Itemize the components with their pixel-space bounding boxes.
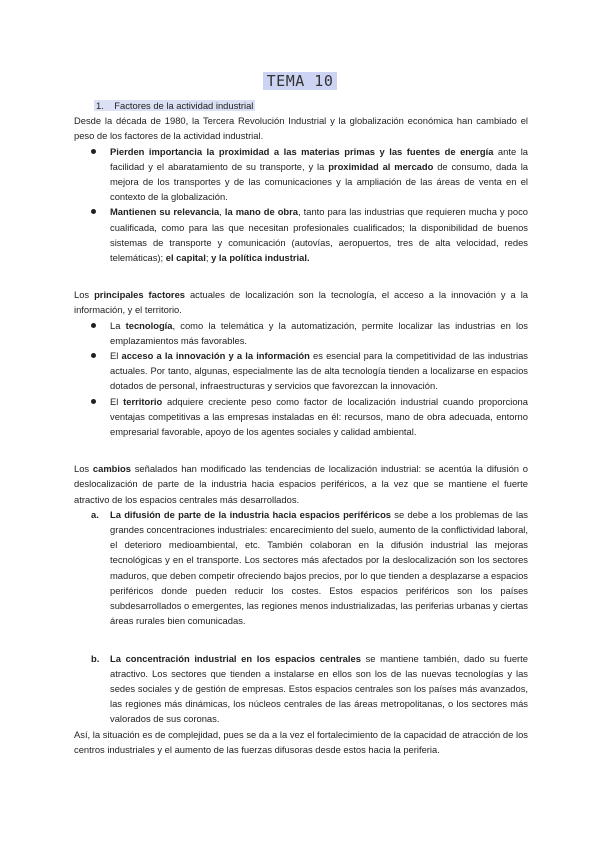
text: actuales de localización son la tecnología, el acceso a la innovación y a la información, y el territorio.	[74, 289, 528, 316]
bold-text: y la política industrial.	[211, 252, 310, 264]
section-heading	[94, 98, 528, 113]
text: ;	[205, 252, 212, 264]
page-title-wrap	[0, 74, 600, 90]
intro-paragraph: Desde la década de 1980, la Tercera Revolución Industrial y la globalización económica han cambiado el peso de los factores de la actividad industrial.	[74, 115, 528, 142]
bold-text: proximidad al mercado	[328, 160, 434, 172]
bold-text: Pierden importancia la proximidad a las materias primas y las fuentes de energía	[110, 145, 494, 157]
text: , tanto para las industrias que requieren mucha y poco cualificada, como para las que necesitan profesionales cualificados; la disponibilidad de buenos sistemas de transporte y comunicación (autovías, aeropuertos, tres de alta velocidad, redes telemáticas);	[110, 206, 528, 264]
bold-text: el capital	[165, 252, 206, 264]
importance-list	[74, 144, 528, 266]
spacer	[74, 439, 528, 461]
bold-text: La concentración industrial en los espacios centrales	[110, 652, 361, 664]
spacer	[74, 265, 528, 287]
list-item	[74, 318, 528, 348]
text: La	[110, 319, 126, 331]
text: , como la telemática y la automatización, permite localizar las industrias en los emplazamientos más favorables.	[110, 319, 528, 346]
changes-paragraph	[74, 461, 528, 507]
bold-text: La difusión de parte de la industria hacia espacios periféricos	[110, 508, 392, 520]
list-item	[74, 144, 528, 205]
text: ,	[219, 206, 225, 218]
bold-text: principales factores	[94, 289, 186, 301]
list-item	[74, 204, 528, 265]
list-marker: a.	[91, 508, 99, 520]
text: de consumo, dada la mejora de los transportes y de las comunicaciones y la ampliación de las áreas de venta en el contexto de la globalización.	[110, 160, 529, 203]
list-item	[74, 651, 528, 727]
text: se mantiene también, dado su fuerte atractivo. Los sectores que tienden a instalarse en ellos son los de las nuevas tecnologías y las sedes sociales y de gestión de empresas. Estos espacios centrales son los países más avanzados, las regiones más dinámicas, los núcleos centrales de las áreas metropolitanas, o los sectores más valorados de sus coronas.	[110, 652, 528, 725]
factors-list	[74, 318, 528, 440]
text: ante la facilidad y el abaratamiento de su transporte, y la	[110, 145, 528, 172]
page-title: TEMA 10	[263, 72, 338, 90]
document-body	[74, 98, 528, 757]
list-item	[74, 394, 528, 440]
bold-text: tecnología	[125, 319, 173, 331]
section-title: Factores de la actividad industrial	[114, 100, 254, 111]
bold-text: la mano de obra	[224, 206, 299, 218]
bold-text: cambios	[92, 463, 131, 475]
text: El	[110, 395, 124, 407]
section-number: 1.	[96, 100, 104, 111]
text: se debe a los problemas de las grandes concentraciones industriales: encarecimiento del suelo, aumento de la conflictividad laboral, el deterioro medioambiental, etc. También colaboran en la difusión industrial las mejoras tecnológicas y en el transporte. Los sectores más afectados por la deslocalización son los sectores maduros, que deben competir ofreciendo bajos precios, por lo que tienden a desplazarse a espacios periféricos donde pueden reducir los costes. Estos espacios periféricos son los países subdesarrollados o emergentes, las regiones menos industrializadas, las periferias urbanas y ciertas áreas rurales bien comunicadas.	[110, 508, 528, 627]
bold-text: acceso a la innovación y a la información	[121, 350, 310, 362]
text: Los	[74, 289, 95, 301]
list-item	[74, 348, 528, 394]
list-marker: b.	[91, 652, 100, 664]
list-item	[74, 507, 528, 629]
factors-paragraph	[74, 287, 528, 317]
text: es esencial para la competitividad de las industrias actuales. Por tanto, algunas, especialmente las de alta tecnología tienden a localizarse en espacios dotados de personal, infraestructuras y servicios que favorezcan la innovación.	[110, 350, 528, 392]
trends-list	[74, 507, 528, 727]
text: El	[110, 350, 122, 362]
bold-text: territorio	[123, 395, 163, 407]
conclusion-paragraph: Así, la situación es de complejidad, pues se da a la vez el fortalecimiento de la capacidad de atracción de los centros industriales y el aumento de las fuerzas difusoras desde estos hacia la periferia.	[74, 728, 528, 755]
text: Los	[74, 463, 93, 475]
bold-text: Mantienen su relevancia	[110, 206, 220, 218]
text: señalados han modificado las tendencias de localización industrial: se acentúa la difusión o deslocalización de parte de la industria hacia espacios periféricos, a la vez que se mantiene el fuerte atractivo de los espacios centrales más desarrollados.	[74, 463, 528, 505]
section-heading-highlight	[94, 100, 255, 111]
text: adquiere creciente peso como factor de localización industrial cuando proporciona ventajas competitivas a las empresas instaladas en él: recursos, mano de obra adecuada, entorno empresarial favorable, apoyo de los agentes sociales y calidad ambiental.	[110, 395, 528, 438]
